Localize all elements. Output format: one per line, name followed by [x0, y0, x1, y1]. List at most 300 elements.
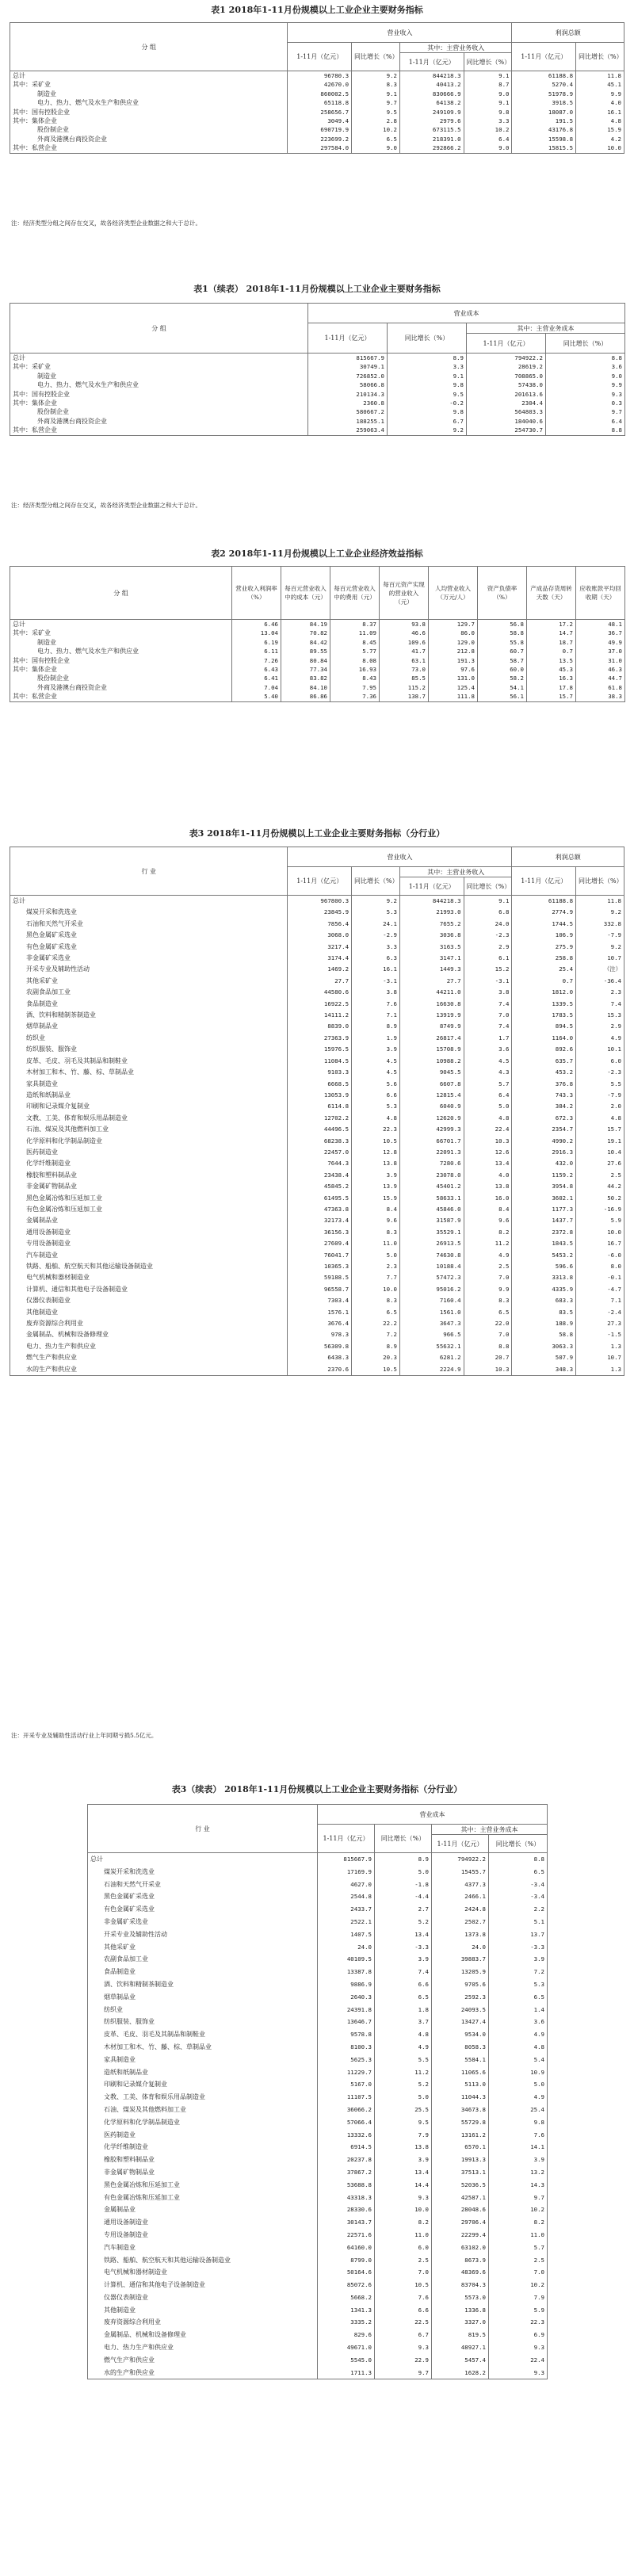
table3-note: 注：开采专业及辅助性活动行业上年同期亏损5.5亿元。 [11, 1732, 158, 1739]
table3b-row [88, 2279, 548, 2291]
table3-cell: 894.5 [512, 1021, 576, 1032]
table3-cell: 2.0 [576, 1101, 624, 1112]
table1-cell: 3049.4 [288, 117, 352, 125]
table3-cell: 6.4 [464, 1090, 512, 1101]
table2-cell: 6.41 [232, 674, 281, 682]
table1b-cell: 708865.0 [467, 372, 546, 380]
table3b-cell: 2544.8 [318, 1890, 375, 1903]
table3b-cell: 3.9 [489, 2154, 548, 2166]
table3-cell: 6607.8 [399, 1079, 464, 1090]
table1-cell: 844218.3 [399, 71, 464, 81]
table3b-cell: 13332.6 [318, 2129, 375, 2142]
table3-cell: 1437.7 [512, 1215, 576, 1226]
table3-cell: 2372.8 [512, 1227, 576, 1238]
table3b-cell: 13.4 [375, 2166, 432, 2179]
table3b-cell: 1711.3 [318, 2367, 375, 2379]
table3-cell: 1449.3 [399, 964, 464, 975]
table3-cell: -1.5 [576, 1329, 624, 1340]
table3-cell: 1.7 [464, 1033, 512, 1044]
table1b-cell: 9.5 [388, 390, 467, 399]
table3-row-label: 仪器仪表制造业 [10, 1295, 288, 1306]
table3-row-label: 黑色金属冶炼和压延加工业 [10, 1193, 288, 1204]
table3b-cell: 13161.2 [432, 2129, 489, 2142]
table3-cell: 3217.4 [288, 942, 352, 953]
table2-row-label: 电力、热力、燃气及水生产和供应业 [10, 647, 232, 655]
table3b-cell: 4.9 [375, 2041, 432, 2054]
table3b-cell: 1.4 [489, 2004, 548, 2016]
table3-cell: 3147.1 [399, 953, 464, 964]
table3-cell: 10.3 [464, 1364, 512, 1376]
table3b-row [88, 1941, 548, 1954]
table1b-cell: 9.1 [388, 372, 467, 380]
table3b-row [88, 2004, 548, 2016]
table3b-row-label: 酒、饮料和精制茶制造业 [88, 1978, 318, 1991]
table3b-cell: 11.0 [375, 2229, 432, 2242]
table3b-row [88, 2203, 548, 2216]
table3b-cell: 30143.7 [318, 2216, 375, 2229]
table1-cell: 5270.4 [512, 80, 576, 89]
table3-cell: 23845.9 [288, 907, 352, 918]
table1b-cell: 210134.3 [308, 390, 388, 399]
table1b-note: 注：经济类型分组之间存在交叉，故各经济类型企业数据之和大于总计。 [11, 502, 201, 509]
table3-row [10, 1329, 624, 1340]
table3b-cell: 48927.1 [432, 2341, 489, 2354]
table3-cell: 23078.0 [399, 1170, 464, 1181]
table3b-cell: 6.5 [489, 1866, 548, 1878]
table3 [10, 847, 624, 1376]
table3-row-label: 石油和天然气开采业 [10, 919, 288, 930]
table3b-cell: 13205.9 [432, 1966, 489, 1978]
table3-cell: 19.1 [576, 1136, 624, 1147]
table3b-cell: 39883.7 [432, 1953, 489, 1966]
table3b-cell: 48369.6 [432, 2266, 489, 2279]
table3b-cell: 13.4 [375, 1928, 432, 1941]
table3b-row-label: 仪器仪表制造业 [88, 2291, 318, 2304]
table1b-title: 表1（续表） 2018年1-11月份规模以上工业企业主要财务指标 [193, 284, 441, 294]
table1-cell: 61188.8 [512, 71, 576, 81]
table3-cell: 6.5 [352, 1307, 400, 1318]
table2-cell: 63.1 [380, 656, 429, 665]
table3-cell: 6.5 [464, 1307, 512, 1318]
table3b-row-label: 金属制品业 [88, 2203, 318, 2216]
table2-cell: 138.7 [380, 692, 429, 701]
table3-cell: 9.2 [576, 907, 624, 918]
table3b-cell: 1628.2 [432, 2367, 489, 2379]
table1b-col-value: 1-11月（亿元） [467, 334, 546, 354]
table2-cell: 6.11 [232, 647, 281, 655]
table2-col-header: 每百元资产实现的营业收入（元） [380, 567, 429, 620]
table1b-row-label: 股份制企业 [10, 407, 308, 416]
table3b-cell: 22.5 [375, 2316, 432, 2329]
table3-row-label: 非金属矿物制品业 [10, 1181, 288, 1192]
table3b-cell: 11107.5 [318, 2091, 375, 2104]
table1b-cell: 184040.6 [467, 417, 546, 426]
table3-cell: 3313.8 [512, 1272, 576, 1283]
table3-cell: 3.6 [464, 1044, 512, 1055]
table3-cell: 1.3 [576, 1341, 624, 1352]
table3b-cell: 8058.3 [432, 2041, 489, 2054]
table3-cell: 42999.3 [399, 1124, 464, 1135]
table2-cell: 8.45 [330, 638, 380, 647]
table1-cell: 10.2 [352, 125, 400, 134]
table1b-cell: 9.8 [388, 407, 467, 416]
table3b-section [0, 1784, 634, 1795]
table3-cell: 11.2 [464, 1238, 512, 1249]
table3b-cell: 819.5 [432, 2329, 489, 2341]
table3b-cell: 5.0 [489, 2078, 548, 2091]
table2-cell: 7.36 [330, 692, 380, 701]
table2-cell: 54.1 [478, 683, 527, 692]
table3-row [10, 1352, 624, 1363]
table3-cell: 1177.3 [512, 1204, 576, 1215]
table2-cell: 58.2 [478, 674, 527, 682]
table2-row [10, 638, 625, 647]
table1-cell: 9.0 [464, 143, 512, 153]
table3-row [10, 1033, 624, 1044]
table3b-cell: 25.5 [375, 2104, 432, 2116]
table1-cell: 9.9 [576, 90, 624, 98]
table3b-row-label: 皮革、毛皮、羽毛及其制品和制鞋业 [88, 2028, 318, 2041]
table3-row-label: 汽车制造业 [10, 1250, 288, 1261]
table3-cell: 10.0 [576, 1227, 624, 1238]
table3b-row [88, 1928, 548, 1941]
table2-cell: 41.7 [380, 647, 429, 655]
table3-cell: 2.3 [352, 1261, 400, 1272]
table1b-cell: 9.0 [546, 372, 625, 380]
table3-cell: 12.6 [464, 1147, 512, 1158]
table2-cell: 109.6 [380, 638, 429, 647]
table3-cell: 44211.0 [399, 987, 464, 998]
table3-cell: 2.5 [464, 1261, 512, 1272]
table3-row [10, 1318, 624, 1329]
table3-row [10, 1124, 624, 1135]
table3-cell: 10.7 [576, 953, 624, 964]
table3-cell: 7.0 [464, 1010, 512, 1021]
table3-cell: 4.9 [464, 1250, 512, 1261]
table3b-row-label: 食品制造业 [88, 1966, 318, 1978]
table3b-cell: 53688.8 [318, 2179, 375, 2192]
table3b-cell: 6.5 [375, 1991, 432, 2004]
table2-cell: 48.1 [576, 620, 625, 629]
table2-cell: 46.6 [380, 629, 429, 637]
table3b-row [88, 1966, 548, 1978]
table2-row [10, 674, 625, 682]
table1b-col-growth: 同比增长（%） [388, 323, 467, 354]
table3-cell: 13.4 [464, 1158, 512, 1169]
table3-row-label: 文教、工美、体育和娱乐用品制造业 [10, 1113, 288, 1124]
table2-cell: 5.40 [232, 692, 281, 701]
table3b-cell: 4.8 [489, 2041, 548, 2054]
table1-cell: 3918.5 [512, 98, 576, 107]
table1-cell: 4.8 [576, 117, 624, 125]
table3-cell: 4.8 [464, 1113, 512, 1124]
table3-cell: 7.4 [576, 999, 624, 1010]
table3-row [10, 976, 624, 987]
table3-row-label: 煤炭开采和洗选业 [10, 907, 288, 918]
table3-cell: 3.8 [352, 987, 400, 998]
table3b-cell: 24.0 [432, 1941, 489, 1954]
table1-row-label: 外商及港澳台商投资企业 [10, 135, 288, 143]
table3-cell: 15976.5 [288, 1044, 352, 1055]
table3b-cell: 5.2 [375, 2078, 432, 2091]
table3-col-value: 1-11月（亿元） [288, 867, 352, 896]
table3-cell: 1164.0 [512, 1033, 576, 1044]
table3-cell: 2354.7 [512, 1124, 576, 1135]
table3-row [10, 1181, 624, 1192]
table1b-row-label: 电力、热力、燃气及水生产和供应业 [10, 380, 308, 389]
table3b-cell: 7.6 [489, 2129, 548, 2142]
table3b-cell: 83704.3 [432, 2279, 489, 2291]
table3-cell: 7.4 [464, 1021, 512, 1032]
table3-cell: 7.0 [464, 1329, 512, 1340]
table3-cell: 13053.9 [288, 1090, 352, 1101]
table3-cell: 1339.5 [512, 999, 576, 1010]
table2-cell: 58.7 [478, 656, 527, 665]
table3-row-label: 非金属矿采选业 [10, 953, 288, 964]
table3b-cell: 8.8 [489, 1853, 548, 1866]
table3-cell: 4.9 [576, 1033, 624, 1044]
table3-section [0, 828, 634, 839]
table3b-cell: 13427.4 [432, 2016, 489, 2028]
table1b-row [10, 407, 625, 416]
table2-row-label: 外商及港澳台商投资企业 [10, 683, 232, 692]
table3-cell: 376.8 [512, 1079, 576, 1090]
table3-cell: 96558.7 [288, 1284, 352, 1295]
table3-cell: 7.1 [352, 1010, 400, 1021]
table1b-main-cost-header: 其中：主营业务成本 [467, 323, 625, 334]
table3b-cell: 9.3 [489, 2341, 548, 2354]
table3b-row [88, 2166, 548, 2179]
table1-cell: 9.2 [352, 71, 400, 81]
table3-cell: 15.7 [576, 1124, 624, 1135]
table3-cell: 25.4 [512, 964, 576, 975]
table3b-group-header: 行 业 [88, 1805, 318, 1853]
table1b-row-label: 其中：采矿业 [10, 362, 308, 371]
table1-cell: 258656.7 [288, 108, 352, 117]
table3-row [10, 907, 624, 918]
table3b-cell: 40109.5 [318, 1953, 375, 1966]
table3-row [10, 999, 624, 1010]
table3-cell: 10.4 [576, 1147, 624, 1158]
table2-cell: 37.0 [576, 647, 625, 655]
table3-cell: 27.6 [576, 1158, 624, 1169]
table3-cell: 7303.4 [288, 1295, 352, 1306]
table3-cell: 5.9 [576, 1215, 624, 1226]
table3b-cell: 10.2 [489, 2279, 548, 2291]
table3-row-label: 电气机械和器材制造业 [10, 1272, 288, 1283]
table3-cell: 15.9 [352, 1193, 400, 1204]
table3-cell: 5.7 [464, 1079, 512, 1090]
table3b-cell: -3.4 [489, 1878, 548, 1891]
table3-cell: -16.9 [576, 1204, 624, 1215]
table3-cell: 967800.3 [288, 896, 352, 908]
table3b-cell: 22.9 [375, 2354, 432, 2367]
table1-row [10, 71, 624, 81]
table1-cell: 830666.9 [399, 90, 464, 98]
table3b-cell: 6.7 [375, 2329, 432, 2341]
table2-cell: 6.43 [232, 665, 281, 674]
table2-row-label: 其中：采矿业 [10, 629, 232, 637]
table2-cell: 70.82 [281, 629, 330, 637]
table3b-row [88, 2367, 548, 2379]
table1-cell: 9.0 [352, 143, 400, 153]
table3-cell: 9.6 [352, 1215, 400, 1226]
table3-cell: 36156.3 [288, 1227, 352, 1238]
table3-cell: 3676.4 [288, 1318, 352, 1329]
table1b-row [10, 399, 625, 407]
table3b-cell: 3.6 [489, 2016, 548, 2028]
table3-cell: 2916.3 [512, 1147, 576, 1158]
table3-cell: 8.3 [464, 1295, 512, 1306]
table2-cell: 44.7 [576, 674, 625, 682]
table3-cell: 10365.3 [288, 1261, 352, 1272]
table3b-cell: 1.8 [375, 2004, 432, 2016]
table3-row-label: 化学纤维制造业 [10, 1158, 288, 1169]
table3b-cell: 7.4 [375, 1966, 432, 1978]
table1-row [10, 135, 624, 143]
table3-row-label: 造纸和纸制品业 [10, 1090, 288, 1101]
table3-row [10, 1261, 624, 1272]
table3b-cell: 43318.3 [318, 2192, 375, 2204]
table3-cell: 8.0 [576, 1261, 624, 1272]
table3-cell: 27363.9 [288, 1033, 352, 1044]
table3b-cell: 8673.9 [432, 2254, 489, 2267]
table2-cell: 55.8 [478, 638, 527, 647]
table3-cell: 8.8 [464, 1341, 512, 1352]
table3b-cell: 3.9 [375, 1953, 432, 1966]
table2-cell: 38.3 [576, 692, 625, 701]
table3-cell: -2.9 [352, 930, 400, 941]
table1-row-label: 电力、热力、燃气及水生产和供应业 [10, 98, 288, 107]
table3b-col-value: 1-11月（亿元） [318, 1825, 375, 1853]
table1-row-label: 制造业 [10, 90, 288, 98]
table3-cell: 16.7 [576, 1238, 624, 1249]
table3-row-label: 开采专业及辅助性活动 [10, 964, 288, 975]
table3b [87, 1804, 548, 2379]
table3b-cell: 7.0 [375, 2266, 432, 2279]
table2-cell: 84.19 [281, 620, 330, 629]
table1-cell: 18087.0 [512, 108, 576, 117]
table1-row [10, 117, 624, 125]
table3b-row [88, 2229, 548, 2242]
table1-cell: 4.0 [576, 98, 624, 107]
table2-cell: 86.0 [429, 629, 478, 637]
table3-cell: 5.3 [352, 907, 400, 918]
table3-cell: -6.0 [576, 1250, 624, 1261]
table3-row-label: 医药制造业 [10, 1147, 288, 1158]
table1-cell: 297584.0 [288, 143, 352, 153]
table1-cell: 16.1 [576, 108, 624, 117]
table3b-row-label: 黑色金属矿采选业 [88, 1890, 318, 1903]
table3-cell: 4.0 [464, 1170, 512, 1181]
table2-section [0, 548, 634, 560]
table3-cell: 2.9 [576, 1021, 624, 1032]
table3-cell: 61188.8 [512, 896, 576, 908]
table3-cell: 7.6 [352, 999, 400, 1010]
table2-row [10, 656, 625, 665]
table3b-cell: 55729.8 [432, 2116, 489, 2129]
table1b-group-header: 分 组 [10, 304, 308, 354]
table3-row [10, 919, 624, 930]
table1-cell: 218391.0 [399, 135, 464, 143]
table1-cell: 15.9 [576, 125, 624, 134]
table3-cell: 2224.9 [399, 1364, 464, 1376]
table3-cell: 258.8 [512, 953, 576, 964]
table3-cell: 1744.5 [512, 919, 576, 930]
table2-cell: 17.2 [527, 620, 576, 629]
table3b-row-label: 化学纤维制造业 [88, 2141, 318, 2154]
table3b-cell: 9578.8 [318, 2028, 375, 2041]
table3b-cell: 9.5 [375, 2116, 432, 2129]
table3-cell: 22.2 [352, 1318, 400, 1329]
table3b-row-label: 其他制造业 [88, 2304, 318, 2317]
table3b-cell: 5573.0 [432, 2291, 489, 2304]
table1b [10, 303, 625, 436]
table3b-row [88, 2316, 548, 2329]
table1-cell: 8.7 [464, 80, 512, 89]
table3-cell: 9.1 [464, 896, 512, 908]
table3-title: 表3 2018年1-11月份规模以上工业企业主要财务指标（分行业） [189, 828, 445, 839]
table3-cell: 384.2 [512, 1101, 576, 1112]
table3-cell: （注） [576, 964, 624, 975]
table1b-cell: 259063.4 [308, 426, 388, 435]
table3b-cell: 9.3 [489, 2367, 548, 2379]
table3b-cell: -4.4 [375, 1890, 432, 1903]
table3-cell: 16.1 [352, 964, 400, 975]
table3-cell: 892.6 [512, 1044, 576, 1055]
table3b-row-label: 计算机、通信和其他电子设备制造业 [88, 2279, 318, 2291]
table3b-cell: 7.2 [489, 1966, 548, 1978]
table3b-row-label: 煤炭开采和洗选业 [88, 1866, 318, 1878]
table3b-row [88, 2291, 548, 2304]
table3b-cell: 36066.2 [318, 2104, 375, 2116]
table3-cell: 13.9 [352, 1181, 400, 1192]
table3-cell: -7.9 [576, 930, 624, 941]
table1b-row-label: 其中：私营企业 [10, 426, 308, 435]
table3b-main-cost-header: 其中：主营业务成本 [432, 1825, 548, 1835]
table3-cell: 1576.1 [288, 1307, 352, 1318]
table3b-cell: 63102.0 [432, 2242, 489, 2254]
table3b-cell: 8.2 [375, 2216, 432, 2229]
table1b-row [10, 390, 625, 399]
table3b-cell: 3327.0 [432, 2316, 489, 2329]
table1-cell: 6.5 [352, 135, 400, 143]
table3b-cell: 7.9 [489, 2291, 548, 2304]
table3-cell: 188.9 [512, 1318, 576, 1329]
table2-cell: 18.7 [527, 638, 576, 647]
table1-cell: 42670.0 [288, 80, 352, 89]
table3b-row [88, 2242, 548, 2254]
table3b-cell: 2502.7 [432, 1916, 489, 1928]
table1b-cell: 58066.8 [308, 380, 388, 389]
table3b-cell: 3.9 [489, 1953, 548, 1966]
table3-cell: 55632.1 [399, 1341, 464, 1352]
table3b-row [88, 1866, 548, 1878]
table3-cell: 7.4 [464, 999, 512, 1010]
table3b-cell: -3.4 [489, 1890, 548, 1903]
table3-cell: 453.2 [512, 1067, 576, 1078]
table3b-cell: 28330.6 [318, 2203, 375, 2216]
table1-cell: 9.0 [464, 90, 512, 98]
table3-cell: 47363.8 [288, 1204, 352, 1215]
table2-cell: 16.93 [330, 665, 380, 674]
table1b-cost-header: 营业成本 [308, 304, 625, 323]
table3-col-growth: 同比增长（%） [464, 877, 512, 896]
table3-row [10, 942, 624, 953]
table1-cell: 6.4 [464, 135, 512, 143]
table3-cell: 4.5 [464, 1056, 512, 1067]
table3b-cell: 2522.1 [318, 1916, 375, 1928]
